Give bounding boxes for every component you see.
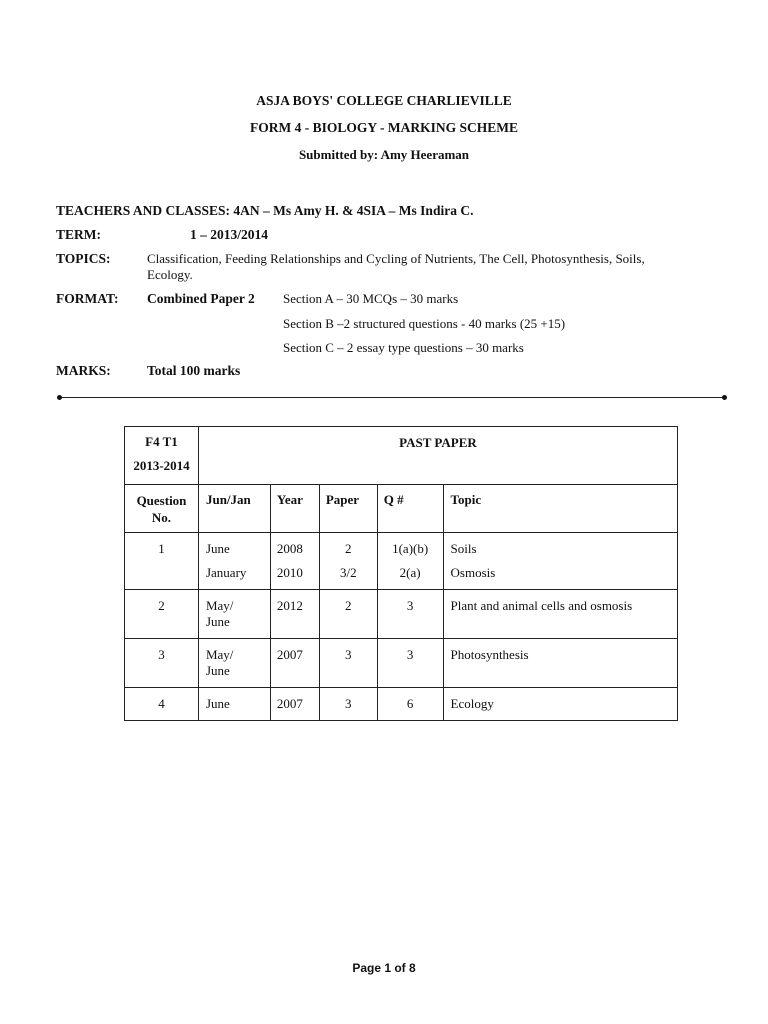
- header-question-no: Question No.: [125, 485, 199, 533]
- header-jun-jan: Jun/Jan: [198, 485, 270, 533]
- horizontal-divider: [60, 397, 724, 398]
- paper-cell: 3: [319, 688, 377, 721]
- table-row: [125, 639, 678, 688]
- table-row: [125, 590, 678, 639]
- topic-cell: Plant and animal cells and osmosis: [443, 590, 677, 639]
- school-name: ASJA BOYS' COLLEGE CHARLIEVILLE: [256, 93, 512, 108]
- past-paper-table: [124, 426, 678, 721]
- topics-line-1: Classification, Feeding Relationships and Cycling of Nutrients, The Cell, Photosynthesis, Soils,: [147, 251, 645, 266]
- topic-cell: Ecology: [443, 688, 677, 721]
- topic-cell: Soils Osmosis: [443, 533, 677, 590]
- table-row: [125, 533, 678, 590]
- q-number-cell: 1(a)(b) 2(a): [377, 533, 443, 590]
- term-value: 1 – 2013/2014: [190, 227, 269, 242]
- jun-jan-cell: May/ June: [198, 590, 270, 639]
- year-cell: 2007: [270, 688, 319, 721]
- q-number-cell: 6: [377, 688, 443, 721]
- paper-cell: 3: [319, 639, 377, 688]
- teachers-and-classes: TEACHERS AND CLASSES: 4AN – Ms Amy H. & 4SIA – Ms Indira C.: [56, 203, 474, 218]
- question-number: 1: [125, 533, 199, 590]
- divider-left-dot: [57, 395, 62, 400]
- topics-line-2: Ecology.: [147, 267, 193, 282]
- marks-value: Total 100 marks: [147, 363, 241, 378]
- q-number-cell: 3: [377, 639, 443, 688]
- table-header-row: [125, 485, 678, 533]
- jun-jan-cell: May/ June: [198, 639, 270, 688]
- header-paper: Paper: [319, 485, 377, 533]
- marks-label: MARKS:: [56, 363, 111, 378]
- section-b: Section B –2 structured questions - 40 marks (25 +15): [283, 316, 566, 331]
- topics-label: TOPICS:: [56, 251, 111, 266]
- paper-cell: 2 3/2: [319, 533, 377, 590]
- section-c: Section C – 2 essay type questions – 30 marks: [283, 340, 524, 355]
- submitted-by: Submitted by: Amy Heeraman: [298, 147, 470, 162]
- divider-right-dot: [722, 395, 727, 400]
- term-cell-line-1: F4 T1: [145, 434, 178, 449]
- past-paper-heading: PAST PAPER: [198, 427, 677, 485]
- question-number: 3: [125, 639, 199, 688]
- year-cell: 2008 2010: [270, 533, 319, 590]
- header-year: Year: [270, 485, 319, 533]
- header-topic: Topic: [443, 485, 677, 533]
- year-cell: 2007: [270, 639, 319, 688]
- year-cell: 2012: [270, 590, 319, 639]
- term-cell: [125, 427, 199, 485]
- topic-cell: Photosynthesis: [443, 639, 677, 688]
- format-label: FORMAT:: [56, 291, 119, 306]
- table-title-row: [125, 427, 678, 485]
- term-label: TERM:: [56, 227, 101, 242]
- header-q-number: Q #: [377, 485, 443, 533]
- question-number: 2: [125, 590, 199, 639]
- term-cell-line-2: 2013-2014: [133, 458, 190, 473]
- document-title: FORM 4 - BIOLOGY - MARKING SCHEME: [250, 120, 518, 135]
- format-paper: Combined Paper 2: [147, 291, 255, 306]
- jun-jan-cell: June January: [198, 533, 270, 590]
- section-a: Section A – 30 MCQs – 30 marks: [283, 291, 459, 306]
- jun-jan-cell: June: [198, 688, 270, 721]
- page-number: Page 1 of 8: [352, 961, 416, 975]
- question-number: 4: [125, 688, 199, 721]
- paper-cell: 2: [319, 590, 377, 639]
- table-row: [125, 688, 678, 721]
- q-number-cell: 3: [377, 590, 443, 639]
